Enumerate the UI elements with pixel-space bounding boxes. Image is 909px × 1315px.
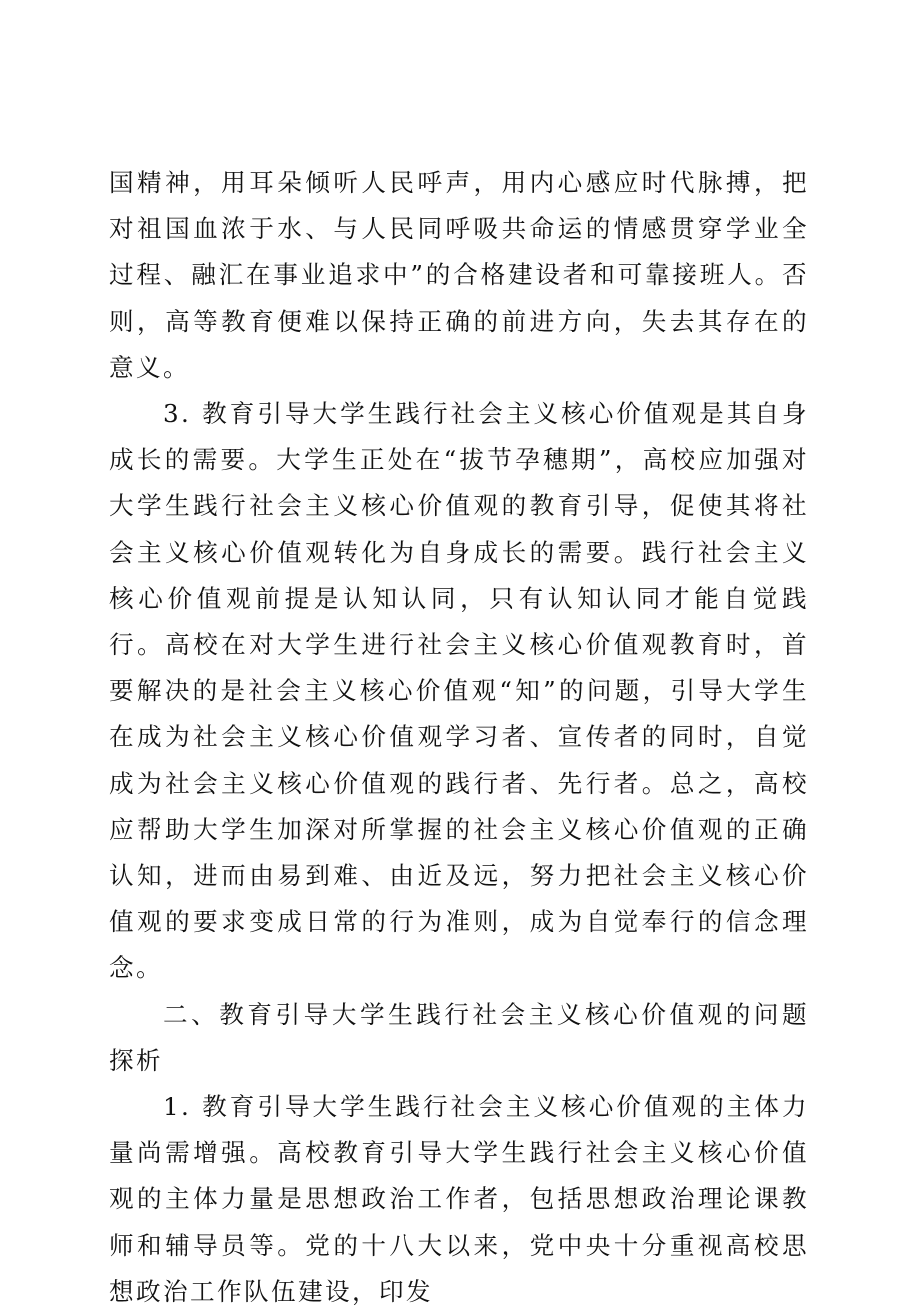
paragraph-point-1: 1. 教育引导大学生践行社会主义核心价值观的主体力量尚需增强。高校教育引导大学生践行社会主义核心价值观的主体力量是思想政治工作者，包括思想政治理论课教师和辅导员等。党的十八大以来，党中央十分重视高校思想政治工作队伍建设，印发 [109, 1092, 809, 1306]
paragraph-continuation: 国精神，用耳朵倾听人民呼声，用内心感应时代脉搏，把对祖国血浓于水、与人民同呼吸共命运的情感贯穿学业全过程、融汇在事业追求中”的合格建设者和可靠接班人。否则，高等教育便难以保持正确的前进方向，失去其存在的意义。 [109, 168, 809, 382]
section-heading-2: 二、教育引导大学生践行社会主义核心价值观的问题探析 [109, 999, 809, 1075]
document-body [109, 160, 809, 1315]
paragraph-point-3: 3. 教育引导大学生践行社会主义核心价值观是其自身成长的需要。大学生正处在“拔节孕穗期”，高校应加强对大学生践行社会主义核心价值观的教育引导，促使其将社会主义核心价值观转化为自身成长的需要。践行社会主义核心价值观前提是认知认同，只有认知认同才能自觉践行。高校在对大学生进行社会主义核心价值观教育时，首要解决的是社会主义核心价值观“知”的问题，引导大学生在成为社会主义核心价值观学习者、宣传者的同时，自觉成为社会主义核心价值观的践行者、先行者。总之，高校应帮助大学生加深对所掌握的社会主义核心价值观的正确认知，进而由易到难、由近及远，努力把社会主义核心价值观的要求变成日常的行为准则，成为自觉奉行的信念理念。 [109, 399, 809, 983]
